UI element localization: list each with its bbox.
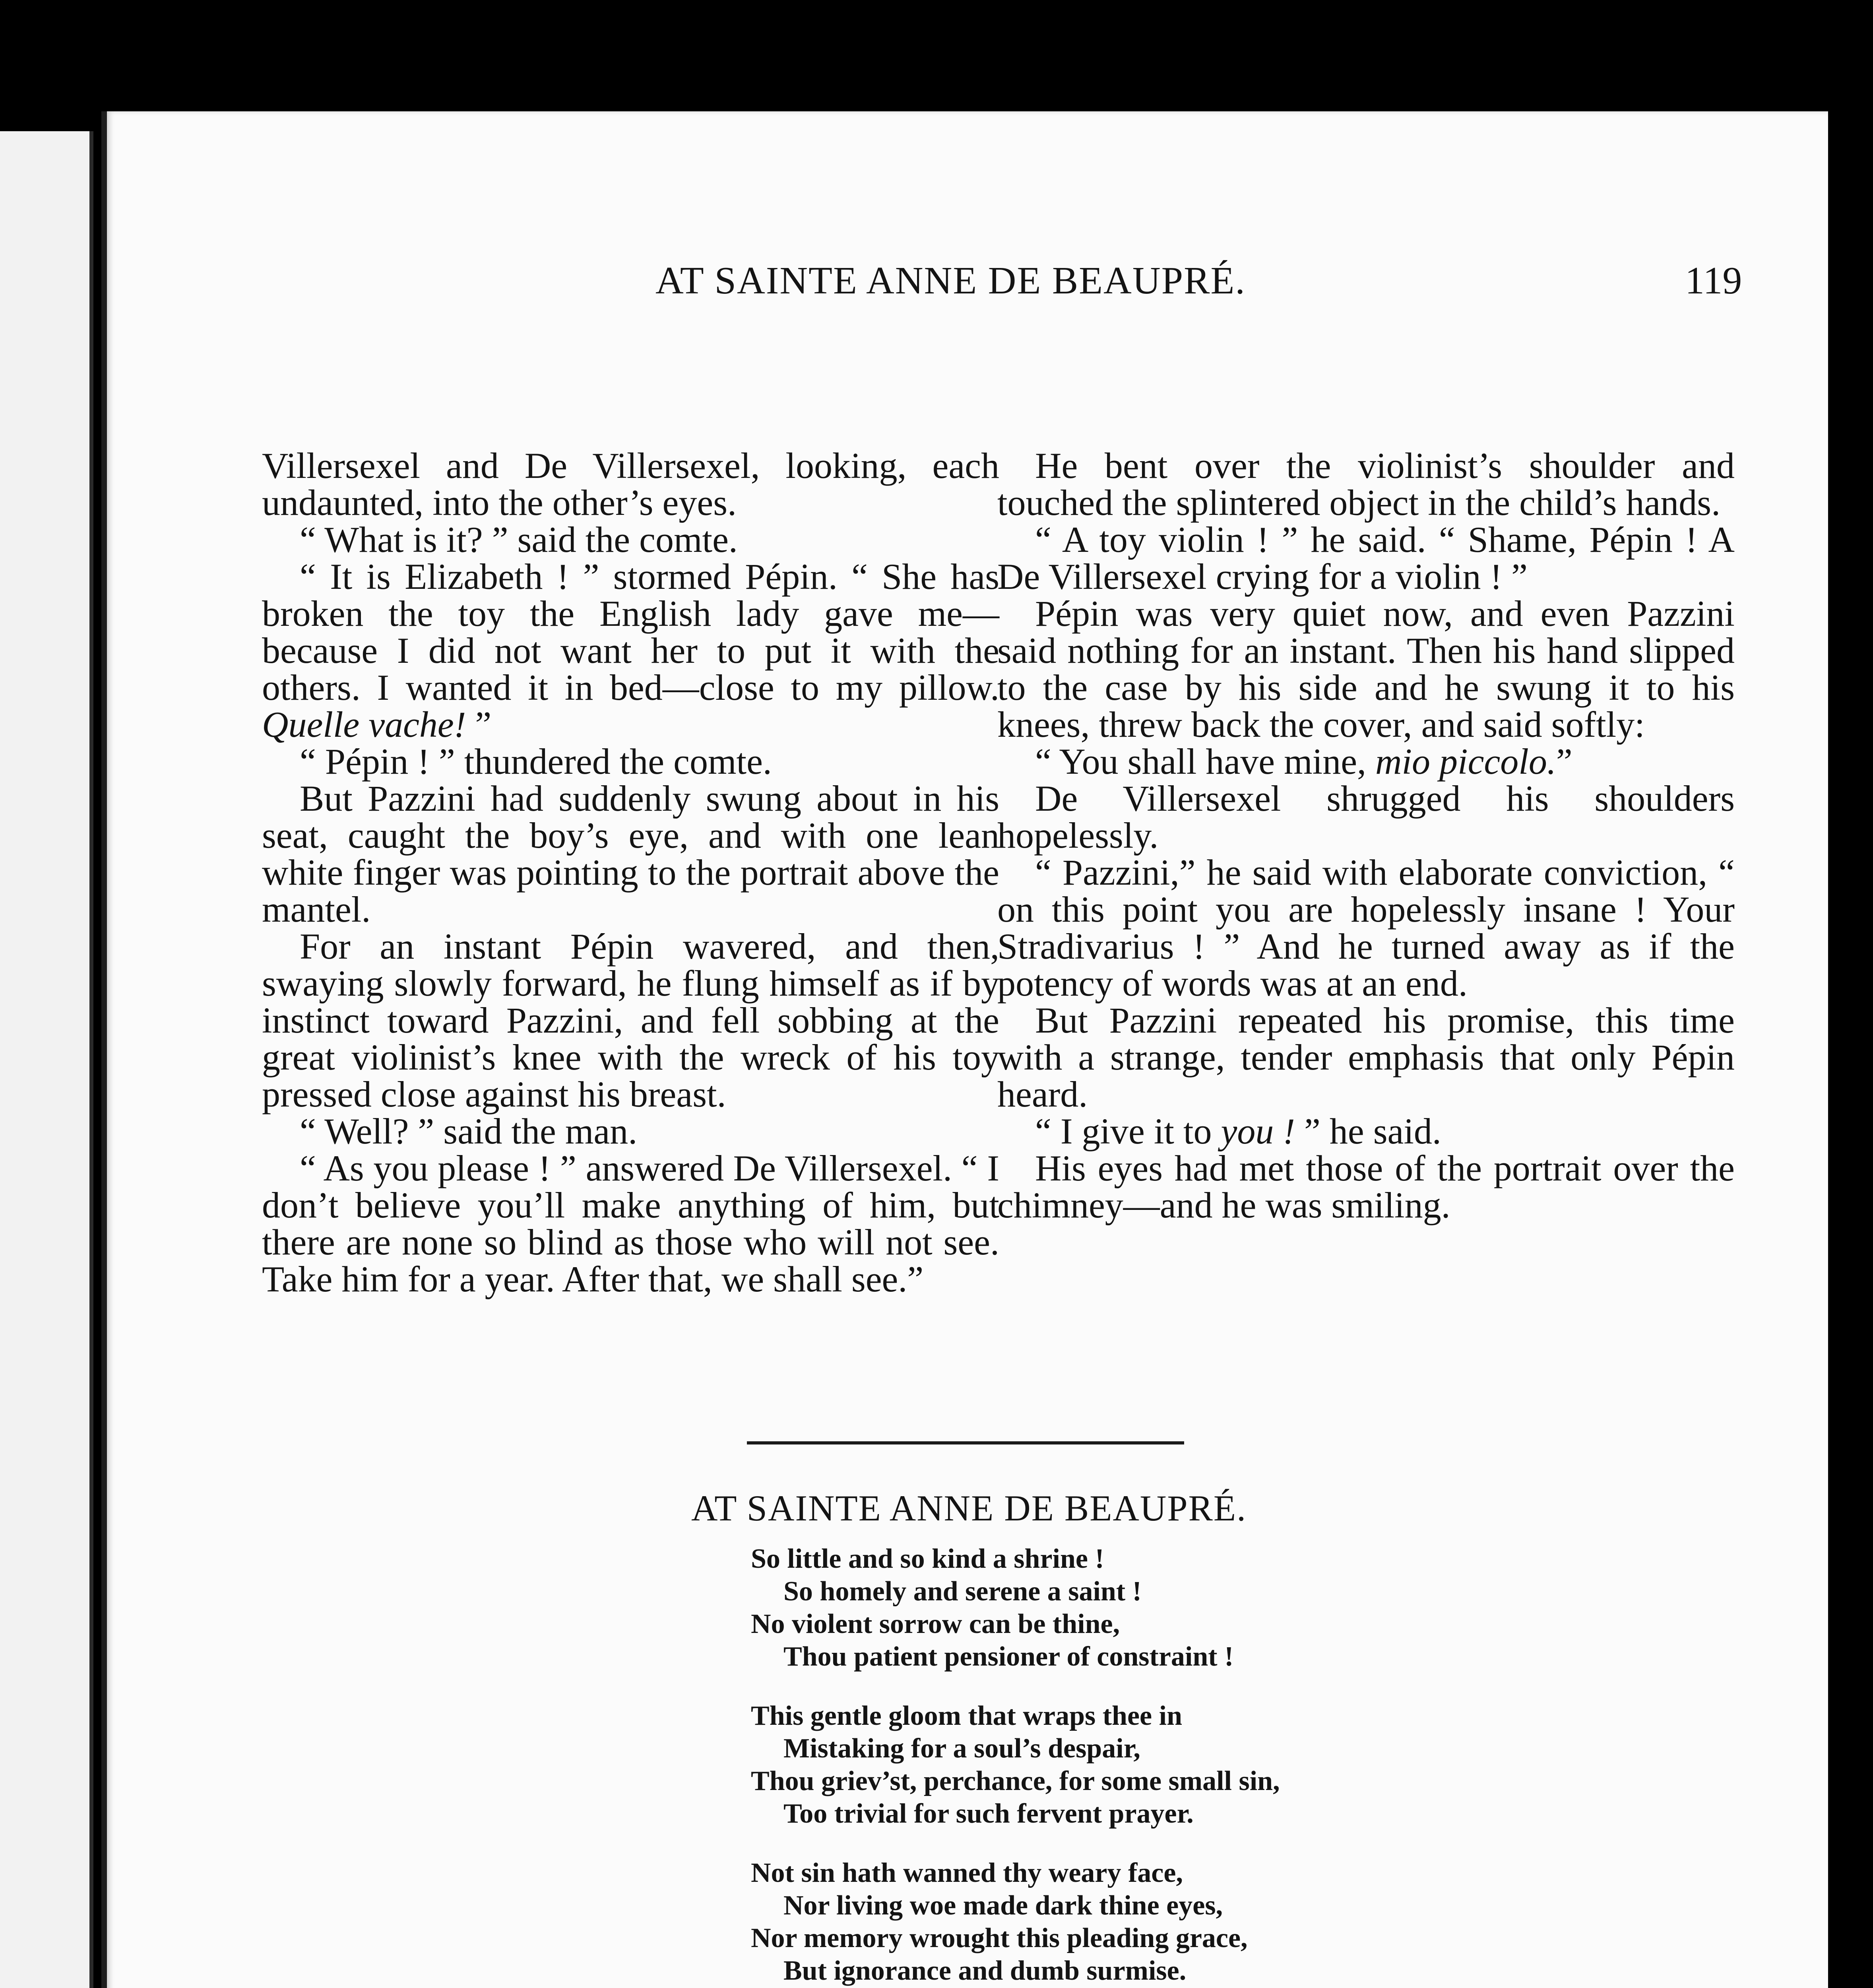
poem-stanza	[751, 1857, 1506, 1987]
page-number: 119	[1685, 259, 1742, 302]
story-paragraph: But Pazzini repeated his promise, this time with a strange, tender emphasis that only Pépin heard.	[997, 1000, 1735, 1114]
story-column-left	[262, 447, 999, 1298]
story-paragraph: De Villersexel shrugged his shoulders hopelessly.	[997, 778, 1735, 856]
story-column-right	[997, 447, 1735, 1224]
poem-line: This gentle gloom that wraps thee in	[751, 1701, 1182, 1731]
poem-line: Nor memory wrought this pleading grace,	[751, 1923, 1248, 1953]
poem-line: Not sin hath wanned thy weary face,	[751, 1858, 1183, 1888]
story-paragraph: His eyes had met those of the portrait over the chimney—and he was smiling.	[997, 1148, 1735, 1225]
poem-line: Thou griev’st, perchance, for some small sin,	[751, 1766, 1280, 1796]
poem-title: AT SAINTE ANNE DE BEAUPRÉ.	[691, 1488, 1247, 1528]
story-paragraph: For an instant Pépin wavered, and then, swaying slowly forward, he flung himself as if by instinct toward Pazzini, and fell sobbing at the great violinist’s knee with the wreck of his toy pressed close against his breast.	[262, 926, 999, 1114]
running-title: AT SAINTE ANNE DE BEAUPRÉ.	[655, 259, 1246, 302]
story-paragraph: Villersexel and De Villersexel, looking, each undaunted, into the other’s eyes.	[262, 445, 999, 523]
story-paragraph: “ You shall have mine, mio piccolo.”	[1035, 741, 1572, 782]
book-page	[101, 111, 1828, 1988]
story-paragraph: Pépin was very quiet now, and even Pazzini said nothing for an instant. Then his hand slipped to the case by his side and he swung it to his knees, threw back the cover, and said softly:	[997, 593, 1735, 745]
story-paragraph: “ Well? ” said the man.	[300, 1111, 638, 1151]
story-paragraph: “ I give it to you ! ” he said.	[1035, 1111, 1441, 1151]
poem-line: Nor living woe made dark thine eyes,	[783, 1890, 1223, 1921]
poem-line: So homely and serene a saint !	[783, 1576, 1142, 1607]
story-paragraph: “ What is it? ” said the comte.	[300, 519, 738, 560]
section-divider	[747, 1441, 1184, 1444]
story-paragraph: “ As you please ! ” answered De Villersexel. “ I don’t believe you’ll make anything of him, but there are none so blind as those who will not see. Take him for a year. After that, we shall see.”	[262, 1148, 999, 1299]
poem-body	[751, 1543, 1506, 1988]
story-paragraph: “ Pazzini,” he said with elaborate conviction, “ on this point you are hopelessly insane ! Your Stradivarius ! ” And he turned away as if the potency of words was at an end.	[997, 852, 1735, 1004]
poem-line: Mistaking for a soul’s despair,	[783, 1733, 1140, 1764]
story-paragraph: But Pazzini had suddenly swung about in his seat, caught the boy’s eye, and with one lean white finger was pointing to the portrait above the mantel.	[262, 778, 999, 930]
poem-line: But ignorance and dumb surmise.	[783, 1955, 1187, 1986]
poem-line: Too trivial for such fervent prayer.	[783, 1798, 1194, 1829]
poem-line: So little and so kind a shrine !	[751, 1543, 1104, 1574]
facing-page-edge	[0, 131, 93, 1988]
poem-stanza	[751, 1543, 1506, 1673]
story-paragraph: “ It is Elizabeth ! ” stormed Pépin. “ She has broken the toy the English lady gave me—because I did not want her to put it with the others. I wanted it in bed—close to my pillow. Quelle vache! ”	[262, 556, 999, 745]
story-paragraph: He bent over the violinist’s shoulder and touched the splintered object in the child’s hands.	[997, 445, 1735, 523]
story-paragraph: “ Pépin ! ” thundered the comte.	[300, 741, 772, 782]
story-paragraph: “ A toy violin ! ” he said. “ Shame, Pépin ! A De Villersexel crying for a violin ! ”	[997, 519, 1735, 597]
poem-line: No violent sorrow can be thine,	[751, 1609, 1120, 1639]
poem-stanza	[751, 1700, 1506, 1830]
poem-line: Thou patient pensioner of constraint !	[783, 1641, 1234, 1672]
